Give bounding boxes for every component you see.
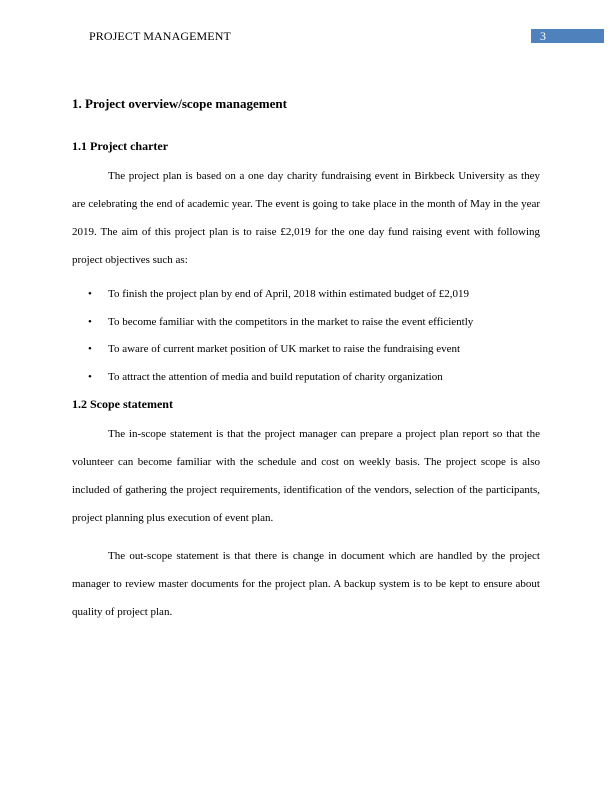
bullet-icon: •: [88, 288, 92, 300]
list-item: [72, 286, 540, 302]
out-scope-paragraph: The out-scope statement is that there is change in document which are handled by the project manager to review master documents for the project plan. A backup system is to be kept to ensure about quality of project plan.: [72, 550, 540, 618]
bullet-icon: •: [88, 315, 92, 328]
objective-text: To become familiar with the competitors in the market to raise the event efficiently: [108, 315, 474, 328]
subsection-heading-scope-statement: 1.2 Scope statement: [72, 397, 173, 411]
document-body: [72, 94, 540, 626]
charter-paragraph: The project plan is based on a one day charity fundraising event in Birkbeck University as they are celebrating the end of academic year. The event is going to take place in the month of May in the year 2019. The aim of this project plan is to raise £2,019 for the one day fund raising event with following project objectives such as:: [72, 170, 540, 266]
bullet-icon: •: [88, 343, 92, 355]
objective-text: To aware of current market position of UK market to raise the fundraising event: [108, 343, 461, 355]
subsection-heading-project-charter: 1.1 Project charter: [72, 139, 169, 153]
page-number: 3: [540, 29, 546, 43]
list-item: [72, 369, 540, 385]
objective-text: To finish the project plan by end of April, 2018 within estimated budget of £2,019: [108, 288, 469, 300]
in-scope-paragraph: The in-scope statement is that the project manager can prepare a project plan report so that the volunteer can become familiar with the schedule and cost on weekly basis. The project scope is also included of gathering the project requirements, identification of the vendors, selection of the participants, project planning plus execution of event plan.: [72, 428, 540, 524]
page-number-bar: [531, 29, 604, 43]
list-item: [72, 314, 540, 330]
objective-text: To attract the attention of media and build reputation of charity organization: [108, 370, 443, 383]
section-heading-project-overview: 1. Project overview/scope management: [72, 96, 287, 111]
list-item: [72, 341, 540, 357]
objectives-list: [72, 286, 540, 385]
running-head: PROJECT MANAGEMENT: [89, 29, 231, 43]
bullet-icon: •: [88, 370, 92, 383]
